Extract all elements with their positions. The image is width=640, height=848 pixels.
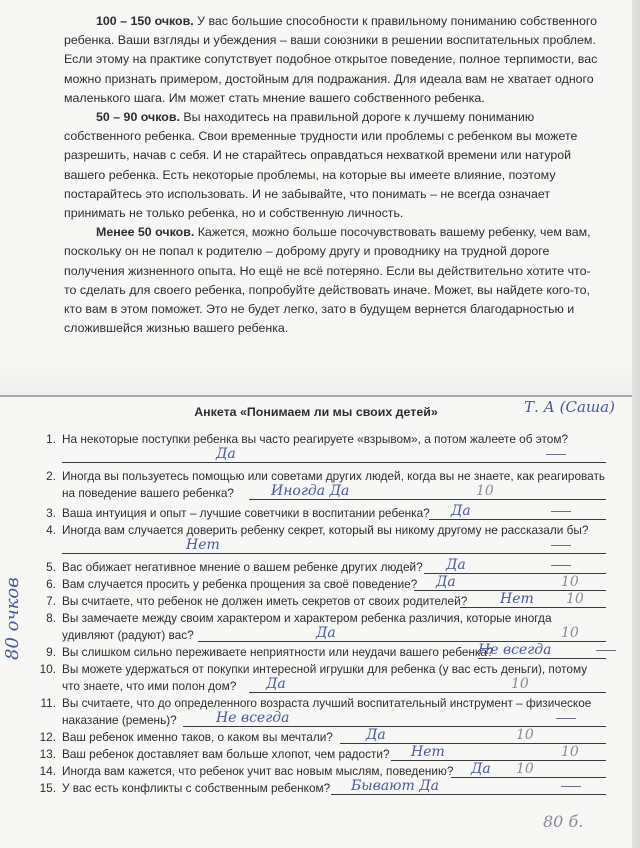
answer-row <box>36 644 606 661</box>
question-text: У вас есть конфликты с собственным ребенком? <box>62 781 331 795</box>
question-text: Ваша интуиция и опыт – лучшие советчики в воспитании ребенка? <box>62 506 430 520</box>
question-text: Иногда вам кажется, что ребенок учит вас новым мыслям, поведению? <box>62 764 454 778</box>
answer-blank-line[interactable] <box>62 462 606 463</box>
score-dash <box>556 718 576 719</box>
answer-row <box>36 485 606 502</box>
question-number: 6. <box>46 577 56 591</box>
question-text: Вам случается просить у ребенка прощения за своё поведение? <box>62 577 418 591</box>
score-dash <box>596 650 616 651</box>
range-label: Менее 50 очков. <box>96 225 195 240</box>
interpretation-high <box>64 12 602 108</box>
question-text: Вас обижает негативное мнение о вашем ребенке других людей? <box>62 560 423 574</box>
question-number: 1. <box>46 432 56 446</box>
page-edge <box>632 0 640 848</box>
handwritten-answer: Да <box>471 761 491 777</box>
interpretation-section <box>64 12 602 338</box>
handwritten-answer: Да <box>266 676 286 692</box>
handwritten-score: 10 <box>476 483 494 499</box>
answer-blank-line[interactable] <box>249 692 606 693</box>
handwritten-answer: Иногда Да <box>271 483 350 499</box>
handwritten-answer: Да <box>446 557 466 573</box>
question-text: Ваш ребенок именно таков, о каком вы мечтали? <box>62 730 333 744</box>
handwritten-answer: Да <box>366 727 386 743</box>
fold-shadow <box>0 355 632 395</box>
question-text: Вы замечаете между своим характером и характером ребенка различия, которые иногда удивляют (радуют) вас? <box>62 611 552 642</box>
question-number: 12. <box>39 730 56 744</box>
range-label: 100 – 150 очков. <box>96 14 194 28</box>
answer-row <box>36 678 606 695</box>
answer-row <box>36 505 606 522</box>
handwritten-score: 10 <box>566 591 584 607</box>
question-number: 8. <box>46 611 56 625</box>
answer-row <box>36 729 606 746</box>
survey-title: Анкета «Понимаем ли мы своих детей» <box>194 405 438 419</box>
handwritten-score: 10 <box>561 625 579 641</box>
handwritten-answer: Бывают Да <box>351 778 439 794</box>
answer-blank-line[interactable] <box>62 553 606 554</box>
interpretation-mid <box>64 108 602 223</box>
question-text: На некоторые поступки ребенка вы часто реагируете «взрывом», а потом жалеете об этом? <box>62 432 569 446</box>
handwritten-score: 10 <box>516 727 534 743</box>
score-dash <box>561 786 581 787</box>
score-dash <box>546 454 566 455</box>
side-total-score: 80 очков <box>2 577 23 660</box>
question-number: 7. <box>46 594 56 608</box>
answer-row <box>36 539 606 556</box>
respondent-name: Т. А (Саша) <box>524 398 615 416</box>
question-number: 14. <box>39 764 56 778</box>
handwritten-answer: Не всегда <box>478 642 552 658</box>
answer-row <box>36 780 606 797</box>
answer-row <box>36 559 606 576</box>
handwritten-score: 10 <box>511 676 529 692</box>
handwritten-answer: Нет <box>500 591 534 607</box>
answer-row <box>36 763 606 780</box>
question-text: Вы можете удержаться от покупки интересной игрушки для ребенка (у вас есть деньги), потому что знаете, что ими полон дом? <box>62 662 588 693</box>
range-text: Вы находитесь на правильной дороге к лучшему пониманию собственного ребенка. Свои временные трудности или проблемы с ребенком вы можете разрешить, начав с себя. И не старайтесь оправдаться нехваткой времени или натурой вашего ребенка. Есть некоторые проблемы, на которые вы имеете влияние, поэтому постарайтесь это использовать. И не забывайте, что понимать – не всегда означает принимать не только ребенка, но и собственную личность. <box>64 110 578 221</box>
question-text: Вы считаете, что до определенного возраста лучший воспитательный инструмент – физическое наказание (ремень)? <box>62 696 592 727</box>
range-label: 50 – 90 очков. <box>96 110 180 125</box>
handwritten-score: 10 <box>561 744 579 760</box>
question-text: Вы слишком сильно переживаете неприятности или неудачи вашего ребенка? <box>62 645 494 659</box>
question-number: 4. <box>46 523 56 537</box>
handwritten-answer: Нет <box>411 744 445 760</box>
question-number: 2. <box>46 469 56 483</box>
handwritten-answer: Не всегда <box>216 710 290 726</box>
question-number: 3. <box>46 506 56 520</box>
handwritten-score: 10 <box>516 761 534 777</box>
answer-row <box>36 593 606 610</box>
question-number: 11. <box>40 696 56 710</box>
interpretation-low <box>64 223 602 338</box>
answer-row <box>36 448 606 465</box>
score-dash <box>551 565 571 566</box>
question-text: Иногда вы пользуетесь помощью или советами других людей, когда вы не знаете, как реагировать на поведение вашего ребенка? <box>62 469 606 500</box>
score-dash <box>551 545 571 546</box>
handwritten-answer: Да <box>316 625 336 641</box>
question-text: Ваш ребенок доставляет вам больше хлопот, чем радости? <box>62 747 390 761</box>
range-text: У вас большие способности к правильному пониманию собственного ребенка. Ваши взгляды и убеждения – ваши союзники в решении воспитательных проблем. Если этому на практике сопутствует подобное открытое поведение, полное терпимости, вас можно признать примером, достойным для подражания. Для идеала вам не хватает одного маленького шага. Им может стать мнение вашего собственного ребенка. <box>64 14 598 105</box>
range-text: Кажется, можно больше посочувствовать вашему ребенку, чем вам, поскольку он не попал к родителю – доброму другу и проводнику на трудной дороге получения жизненного опыта. Но ещё не всё потеряно. Если вы действительно хотите что-то сделать для своего ребенка, попробуйте действовать иначе. Может, вы найдете кого-то, кто вам в этом поможет. Это не будет легко, зато в будущем вернется благодарностью и сложившейся жизнью вашего ребенка. <box>64 225 591 336</box>
question-text: Иногда вам случается доверить ребенку секрет, который вы никому другому не рассказали бы? <box>62 523 589 537</box>
handwritten-score: 10 <box>561 574 579 590</box>
question-number: 10. <box>39 662 56 676</box>
question-number: 9. <box>46 645 56 659</box>
question-number: 15. <box>39 781 56 795</box>
handwritten-answer: Нет <box>186 537 220 553</box>
score-dash <box>551 511 571 512</box>
handwritten-answer: Да <box>436 574 456 590</box>
question-number: 5. <box>46 560 56 574</box>
paper-fold-line <box>0 395 632 397</box>
handwritten-answer: Да <box>451 503 471 519</box>
bottom-total-score: 80 б. <box>543 812 584 831</box>
handwritten-answer: Да <box>216 446 236 462</box>
question-text: Вы считаете, что ребенок не должен иметь секретов от своих родителей? <box>62 594 468 608</box>
question-number: 13. <box>39 747 56 761</box>
